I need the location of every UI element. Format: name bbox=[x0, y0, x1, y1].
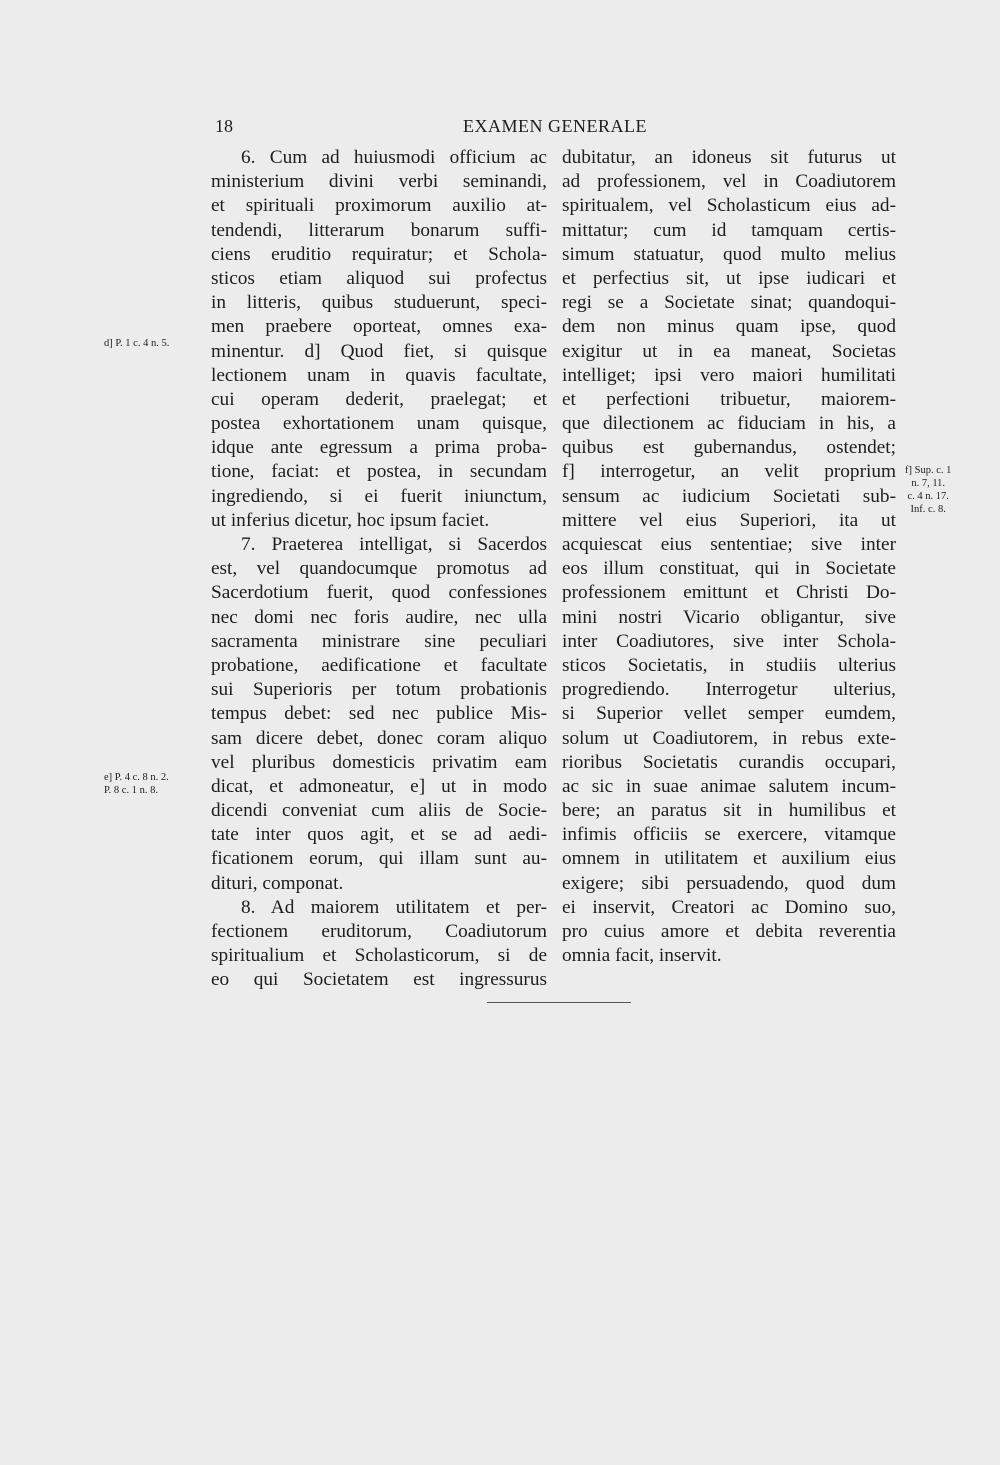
text-line: nec domi nec foris audire, nec ulla bbox=[211, 606, 547, 628]
text-line: dubitatur, an idoneus sit futurus ut bbox=[562, 147, 896, 168]
margin-note-line: c. 4 n. 17. bbox=[907, 491, 949, 502]
margin-note-line: e] P. 4 c. 8 n. 2. bbox=[104, 772, 169, 783]
text-line: in litteris, quibus studuerunt, speci- bbox=[211, 292, 547, 314]
text-line: progrediendo. Interrogetur ulterius, bbox=[562, 679, 896, 701]
text-line: ficationem eorum, qui illam sunt au- bbox=[211, 848, 547, 870]
text-line: men praebere oporteat, omnes exa- bbox=[211, 316, 547, 338]
text-line: sacramenta ministrare sine peculiari bbox=[211, 630, 547, 652]
text-line: que dilectionem ac fiduciam in his, a bbox=[562, 413, 896, 435]
page-number: 18 bbox=[215, 116, 233, 136]
text-line: pro cuius amore et debita reverentia bbox=[562, 921, 896, 942]
text-line: cui operam dederit, praelegat; et bbox=[211, 388, 547, 410]
text-line: est, vel quandocumque promotus ad bbox=[211, 558, 547, 580]
text-line: tione, faciat: et postea, in secundam bbox=[211, 461, 547, 483]
text-line: professionem emittunt et Christi Do- bbox=[562, 582, 896, 604]
text-line: ingrediendo, si ei fuerit iniunctum, bbox=[211, 485, 547, 507]
text-line: mittere vel eius Superiori, ita ut bbox=[562, 509, 896, 531]
text-line: acquiescat eius sententiae; sive inter bbox=[562, 534, 896, 555]
right-text-column bbox=[562, 146, 896, 968]
text-line: eo qui Societatem est ingressurus bbox=[211, 969, 547, 991]
text-line: probatione, aedificatione et facultate bbox=[211, 654, 547, 676]
margin-note-e bbox=[104, 771, 169, 797]
text-line: Sacerdotium fuerit, quod confessiones bbox=[211, 582, 547, 604]
text-line: sensum ac iudicium Societati sub- bbox=[562, 485, 896, 507]
text-line: regi se a Societate sinat; quandoqui- bbox=[562, 292, 896, 314]
margin-note-line: Inf. c. 8. bbox=[910, 504, 946, 515]
text-line: et spirituali proximorum auxilio at- bbox=[211, 195, 547, 217]
text-line: et perfectioni tribuetur, maiorem- bbox=[562, 388, 896, 410]
text-line: eos illum constituat, qui in Societate bbox=[562, 558, 896, 580]
text-line: ad professionem, vel in Coadiutorem bbox=[562, 171, 896, 193]
text-line: 7. Praeterea intelligat, si Sacerdos bbox=[241, 534, 547, 555]
text-line: ciens eruditio requiratur; et Schola- bbox=[211, 243, 547, 265]
text-line: sui Superioris per totum probationis bbox=[211, 679, 547, 701]
text-line: dituri, componat. bbox=[211, 872, 344, 894]
text-line: dicat, et admoneatur, e] ut in modo bbox=[211, 775, 547, 797]
text-line: ut inferius dicetur, hoc ipsum faciet. bbox=[211, 509, 490, 531]
text-line: sticos etiam aliquod sui profectus bbox=[211, 267, 547, 289]
text-line: 6. Cum ad huiusmodi officium ac bbox=[241, 147, 547, 168]
text-line: quibus est gubernandus, ostendet; bbox=[562, 437, 896, 459]
text-line: omnem in utilitatem et auxilium eius bbox=[562, 848, 896, 870]
text-line: spiritualem, vel Scholasticum eius ad- bbox=[562, 195, 896, 217]
margin-note-line: P. 8 c. 1 n. 8. bbox=[104, 785, 158, 796]
text-line: si Superior vellet semper eumdem, bbox=[562, 703, 896, 725]
page-header bbox=[212, 116, 898, 140]
text-line: inter Coadiutores, sive inter Schola- bbox=[562, 630, 896, 652]
text-line: vel pluribus domesticis privatim eam bbox=[211, 751, 547, 773]
text-line: f] interrogetur, an velit proprium bbox=[562, 461, 896, 483]
margin-note-line: d] P. 1 c. 4 n. 5. bbox=[104, 338, 170, 349]
text-line: sticos Societatis, in studiis ulterius bbox=[562, 654, 896, 676]
text-line: intelliget; ipsi vero maiori humilitati bbox=[562, 364, 896, 386]
text-line: exigitur ut in ea maneat, Societas bbox=[562, 340, 896, 362]
text-line: bere; an paratus sit in humilibus et bbox=[562, 800, 896, 822]
text-line: tendendi, litterarum bonarum suffi- bbox=[211, 219, 547, 241]
text-line: 8. Ad maiorem utilitatem et per- bbox=[241, 896, 547, 918]
text-line: postea exhortationem unam quisque, bbox=[211, 413, 547, 435]
text-line: tate inter quos agit, et se ad aedi- bbox=[211, 824, 547, 846]
text-line: ministerium divini verbi seminandi, bbox=[211, 171, 547, 193]
text-line: omnia facit, inservit. bbox=[562, 945, 722, 967]
text-line: ei inservit, Creatori ac Domino suo, bbox=[562, 896, 896, 918]
text-line: sam dicere debet, donec coram aliquo bbox=[211, 727, 547, 749]
text-line: infimis officiis se exercere, vitamque bbox=[562, 824, 896, 846]
margin-note-f bbox=[905, 464, 951, 516]
text-line: lectionem unam in quavis facultate, bbox=[211, 364, 547, 386]
text-line: exigere; sibi persuadendo, quod dum bbox=[562, 872, 896, 894]
text-line: spiritualium et Scholasticorum, si de bbox=[211, 945, 547, 967]
margin-note-line: f] Sup. c. 1 bbox=[905, 465, 952, 476]
text-line: solum ut Coadiutorem, in rebus exte- bbox=[562, 727, 896, 749]
text-line: idque ante egressum a prima proba- bbox=[211, 437, 547, 459]
text-line: tempus debet: sed nec publice Mis- bbox=[211, 703, 547, 725]
text-line: mini nostri Vicario obligantur, sive bbox=[562, 606, 896, 628]
left-text-column bbox=[211, 146, 547, 993]
running-title: EXAMEN GENERALE bbox=[463, 116, 647, 136]
text-line: mittatur; cum id tamquam certis- bbox=[562, 219, 896, 241]
text-line: fectionem eruditorum, Coadiutorum bbox=[211, 921, 547, 942]
text-line: simum statuatur, quod multo melius bbox=[562, 243, 896, 265]
footnote-rule bbox=[487, 1002, 631, 1003]
margin-note-line: n. 7, 11. bbox=[911, 478, 946, 489]
text-line: ac sic in suae animae salutem incum- bbox=[562, 775, 896, 797]
text-line: dicendi conveniat cum aliis de Socie- bbox=[211, 800, 547, 822]
text-line: minentur. d] Quod fiet, si quisque bbox=[211, 340, 547, 362]
text-line: dem non minus quam ipse, quod bbox=[562, 316, 896, 338]
margin-note-d bbox=[104, 337, 169, 350]
text-line: rioribus Societatis curandis occupari, bbox=[562, 751, 896, 773]
text-line: et perfectius sit, ut ipse iudicari et bbox=[562, 267, 896, 289]
